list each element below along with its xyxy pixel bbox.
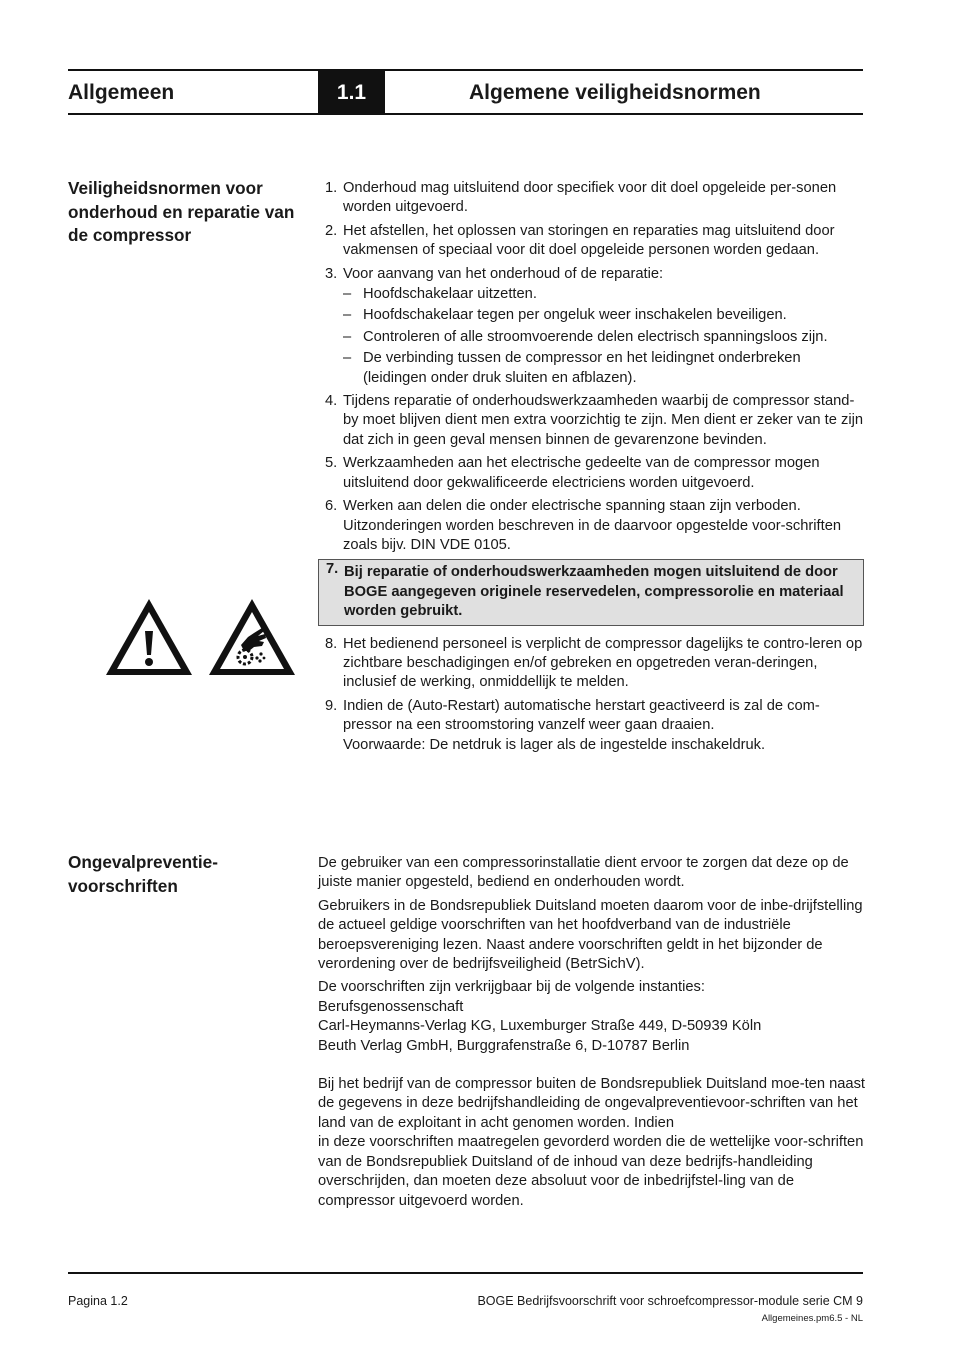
page-number: Pagina 1.2 [68,1294,128,1308]
section-number: 1.1 [318,71,385,114]
header-bottom-rule [68,113,863,115]
list-item: 1. Onderhoud mag uitsluitend door specifiek voor dit doel opgeleide per-sonen worden uitgevoerd. [325,180,837,216]
paragraph: Gebruikers in de Bondsrepubliek Duitsland moeten daarom voor de inbe-drijfstelling de actueel geldige voorschriften van het hoofdverband van de industriële beroepsvereniging lezen. Naast andere voorschriften geldt in het bijzonder de verordening over de bedrijfsveiligheid (BetrSichV). [318,897,863,973]
sub-list-item: – Hoofdschakelaar tegen per ongeluk weer inschakelen beveiligen. [343,307,787,324]
hand-gear-hazard-icon [209,599,295,675]
sub-list-item: – De verbinding tussen de compressor en het leidingnet onderbreken (leidingen onder druk sluiten en afblazen). [343,350,801,386]
section2-heading: Ongevalpreventie-voorschriften [68,852,218,896]
document-title: BOGE Bedrijfsvoorschrift voor schroefcompressor-module serie CM 9 [477,1294,863,1308]
header-top-rule [68,69,863,71]
section-title: Algemene veiligheidsnormen [469,81,761,104]
chapter-title: Allgemeen [68,81,175,104]
warning-icons [104,595,298,679]
section2-body [318,854,866,1211]
section1-heading: Veiligheidsnormen voor onderhoud en reparatie van de compressor [68,178,295,245]
paragraph: De voorschriften zijn verkrijgbaar bij de volgende instanties: Berufsgenossenschaft Carl-Heymanns-Verlag KG, Luxemburger Straße 449, D-50939 Köln Beuth Verlag GmbH, Burggrafenstraße 6, D-10787 Berlin [318,979,762,1054]
file-name: Allgemeines.pm6.5 - NL [761,1313,863,1324]
highlighted-list-item: 7. Bij reparatie of onderhoudswerkzaamheden mogen uitsluitend de door BOGE aangegeven originele reservedelen, compressorolie en materiaal worden gebruikt. [318,559,864,625]
list-item: 2. Het afstellen, het oplossen van storingen en reparaties mag uitsluitend door vakmensen of speciaal voor dit doel opgeleide personen worden gedaan. [325,222,835,259]
list-item: 6. Werken aan delen die onder electrische spanning staan zijn verboden. Uitzonderingen worden beschreven in de daarvoor opgestelde voor-schriften zoals bijv. DIN VDE 0105. [325,498,842,553]
paragraph: De gebruiker van een compressorinstallatie dient ervoor te zorgen dat deze op de juiste manier opgesteld, bediend en onderhouden wordt. [318,855,849,891]
list-item: 9. Indien de (Auto-Restart) automatische herstart geactiveerd is zal de com-pressor na een stroomstoring vanzelf weer gaan draaien. Voorwaarde: De netdruk is lager als de ingestelde inschakeldruk. [325,697,820,753]
safety-list [318,179,868,759]
warning-triangle-icon [106,599,192,675]
sub-list [343,285,868,388]
sub-list-item: – Controleren of alle stroomvoerende delen electrisch spanningsloos zijn. [343,328,828,345]
list-item: 3. Voor aanvang van het onderhoud of de reparatie: – Hoofdschakelaar uitzetten. – Hoofdschakelaar tegen per ongeluk weer inschakelen beveiligen. – Controleren of alle stroomvoerende delen electrisch spanningsloos zijn. – De verbinding tussen de compressor en het leidingnet onderbreken (leidingen onder druk sluiten en afblazen). [318,265,868,388]
footer-rule [68,1272,863,1274]
list-item: 4. Tijdens reparatie of onderhoudswerkzaamheden waarbij de compressor stand-by moet blijven dient men extra voorzichtig te zijn. Men dient er zeker van te zijn dat zich in geen geval mensen binnen de gevarenzone bevinden. [325,393,864,448]
sub-list-item: – Hoofdschakelaar uitzetten. [343,286,537,303]
paragraph: Bij het bedrijf van de compressor buiten de Bondsrepubliek Duitsland moe-ten naast de gegevens in deze bedrijfshandleiding de ongevalpreventievoor-schriften van het land van de exploitant in acht genomen worden. Indien in deze voorschriften maatregelen gevorderd worden die de wettelijke voor-schriften van de Bondsrepubliek Duitsland of de inhoud van deze bedrijfs-handleiding overschrijden, dan moeten deze absoluut voor de inbedrijfstel-ling van de compressor uitgevoerd worden. [318,1076,866,1209]
list-item: 5. Werkzaamheden aan het electrische gedeelte van de compressor mogen uitsluitend door gekwalificeerde electriciens worden uitgevoerd. [325,455,820,491]
list-item: 8. Het bedienend personeel is verplicht de compressor dagelijks te contro-leren op zichtbare beschadigingen en/of gebreken en opgetreden veran-deringen, inclusief de werking, onmiddellijk te melden. [325,635,863,691]
